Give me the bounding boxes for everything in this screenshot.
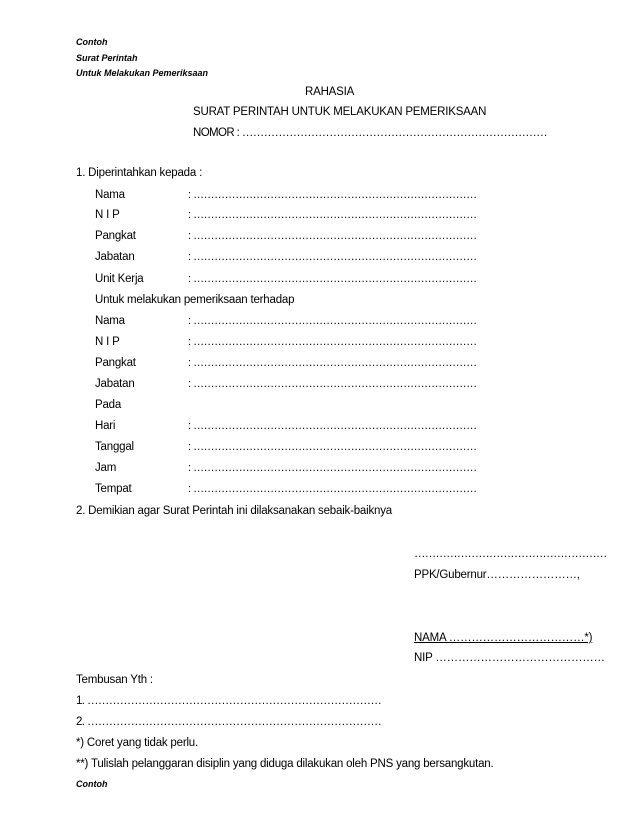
field-label-nama: Nama — [95, 189, 125, 201]
field-value-nama: : ……………………………………………………………………… — [188, 189, 477, 201]
time-value-tempat: : ……………………………………………………………………… — [188, 483, 477, 495]
cc-item-1: 1. ……………………………………………………………………… — [76, 695, 382, 707]
time-value-hari: : ……………………………………………………………………… — [188, 420, 477, 432]
time-label-jam: Jam — [95, 462, 117, 474]
field-label-jabatan: Jabatan — [95, 251, 135, 263]
field-label-unit-kerja: Unit Kerja — [95, 273, 144, 285]
field-value-unit-kerja: : ……………………………………………………………………… — [188, 273, 477, 285]
examination-subheading: Untuk melakukan pemeriksaan terhadap — [95, 294, 295, 306]
field-label-pangkat: Pangkat — [95, 230, 136, 242]
header-note-contoh: Contoh — [76, 37, 108, 47]
header-note-untuk: Untuk Melakukan Pemeriksaan — [76, 68, 209, 78]
subject-label-nip: N I P — [95, 336, 120, 348]
subject-label-pangkat: Pangkat — [95, 357, 136, 369]
section-2-statement: 2. Demikian agar Surat Perintah ini dilaksanakan sebaik-baiknya — [76, 505, 392, 517]
field-label-nip: N I P — [95, 209, 120, 221]
field-value-jabatan: : ……………………………………………………………………… — [188, 251, 477, 263]
cc-item-2: 2. ……………………………………………………………………… — [76, 716, 382, 728]
document-number: NOMOR : ………………………………………………………………………… — [193, 127, 548, 139]
note-coret: *) Coret yang tidak perlu. — [76, 737, 199, 749]
time-value-jam: : ……………………………………………………………………… — [188, 462, 477, 474]
classification-label: RAHASIA — [305, 86, 355, 98]
field-value-pangkat: : ……………………………………………………………………… — [188, 230, 477, 242]
signature-name: NAMA ………………………………*) — [414, 632, 593, 644]
time-value-tanggal: : ……………………………………………………………………… — [188, 441, 477, 453]
pada-label: Pada — [95, 399, 122, 411]
subject-value-nama: : ……………………………………………………………………… — [188, 315, 477, 327]
subject-label-jabatan: Jabatan — [95, 378, 135, 390]
time-label-hari: Hari — [95, 420, 116, 432]
header-note-surat-perintah: Surat Perintah — [76, 53, 138, 63]
cc-heading: Tembusan Yth : — [76, 674, 153, 686]
subject-value-pangkat: : ……………………………………………………………………… — [188, 357, 477, 369]
signature-role: PPK/Gubernur……………………, — [414, 569, 580, 581]
subject-value-jabatan: : ……………………………………………………………………… — [188, 378, 477, 390]
footer-note-contoh: Contoh — [76, 779, 108, 789]
note-pelanggaran: **) Tulislah pelanggaran disiplin yang diduga dilakukan oleh PNS yang bersangkutan. — [76, 758, 494, 770]
field-value-nip: : ……………………………………………………………………… — [188, 209, 477, 221]
time-label-tanggal: Tanggal — [95, 441, 134, 453]
document-title: SURAT PERINTAH UNTUK MELAKUKAN PEMERIKSAAN — [193, 106, 487, 118]
section-1-heading: 1. Diperintahkan kepada : — [76, 167, 203, 179]
signature-nip: NIP ……………………………………… — [414, 652, 605, 664]
signature-date-line: ……………………………………………… — [414, 548, 607, 560]
subject-value-nip: : ……………………………………………………………………… — [188, 336, 477, 348]
subject-label-nama: Nama — [95, 315, 125, 327]
time-label-tempat: Tempat — [95, 483, 132, 495]
